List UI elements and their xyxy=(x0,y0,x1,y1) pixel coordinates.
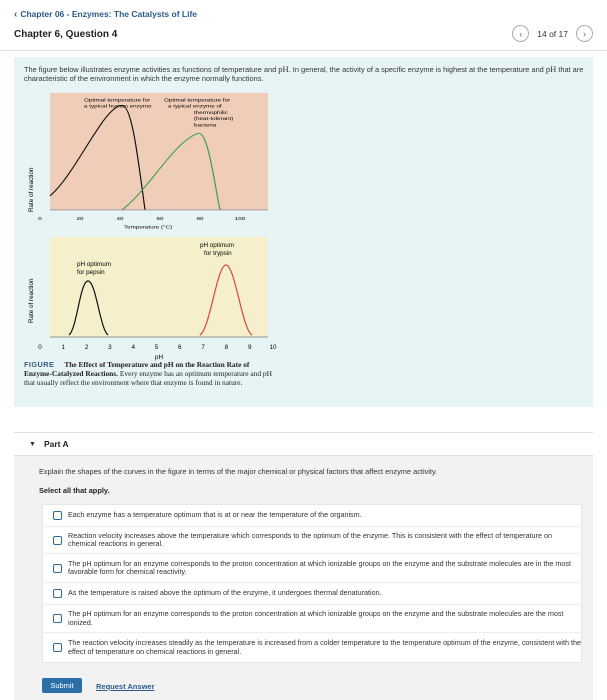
request-answer-link[interactable]: Request Answer xyxy=(96,682,155,691)
temperature-tick-label: 40 xyxy=(116,216,124,222)
header-divider xyxy=(0,50,607,51)
submit-button[interactable]: Submit xyxy=(42,678,82,693)
thermo-optimum-label-line1: Optimal temperature for xyxy=(163,97,231,104)
part-a-label: Part A xyxy=(43,439,69,449)
answer-option[interactable] xyxy=(43,554,581,583)
checkbox[interactable] xyxy=(53,536,62,545)
chevron-left-icon: ‹ xyxy=(519,28,523,39)
ph-chart-ylabel: Rate of reaction xyxy=(28,278,35,323)
ph-tick-label: 3 xyxy=(108,344,112,351)
ph-tick-label: 6 xyxy=(178,344,182,351)
previous-question-button[interactable] xyxy=(512,25,529,42)
human-optimum-label-line1: Optimal temperature for xyxy=(83,97,151,104)
question-counter: 14 of 17 xyxy=(537,28,568,39)
figure-caption-body: Every enzyme has an optimum temperature and pH that usually reflect the environment where that enzyme is found in nature. xyxy=(24,368,272,387)
part-a-body xyxy=(14,456,593,700)
ph-tick-label: 0 xyxy=(38,344,42,351)
next-question-button[interactable] xyxy=(576,25,593,42)
back-link-label: Chapter 06 - Enzymes: The Catalysts of Life xyxy=(20,9,198,19)
answer-option[interactable] xyxy=(43,527,581,554)
temperature-tick-label: 20 xyxy=(76,216,84,222)
option-text: As the temperature is raised above the optimum of the enzyme, it undergoes thermal denaturation. xyxy=(68,588,382,598)
thermo-optimum-label-line5: bacteria xyxy=(194,122,217,129)
ph-tick-labels xyxy=(38,344,277,351)
option-text: The reaction velocity increases steadily as the temperature is increased from a colder temperature to the temperature optimum of the enzyme, consistent with the effect of temperature on chemical reactions in general. xyxy=(68,638,581,656)
trypsin-optimum-label-line2: for trypsin xyxy=(204,250,232,257)
ph-chart-xlabel: pH xyxy=(155,354,164,361)
chevron-right-icon: › xyxy=(583,28,586,39)
ph-tick-label: 7 xyxy=(201,344,205,351)
question-pager xyxy=(512,25,593,42)
temperature-tick-labels xyxy=(38,217,245,222)
enzyme-activity-figure xyxy=(14,57,593,361)
answer-option[interactable] xyxy=(43,583,581,605)
temperature-chart-background xyxy=(50,93,268,210)
trypsin-optimum-label-line1: pH optimum xyxy=(200,242,234,249)
part-a-toggle[interactable] xyxy=(14,432,593,456)
temperature-tick-label: 100 xyxy=(234,216,246,222)
ph-tick-label: 10 xyxy=(269,344,277,351)
checkbox[interactable] xyxy=(53,511,62,520)
option-text: Reaction velocity increases above the temperature which corresponds to the optimum of the enzyme. This is consistent with the effect of temperature on chemical reactions in general. xyxy=(68,530,552,548)
pepsin-optimum-label-line2: for pepsin xyxy=(77,269,105,276)
temperature-tick-label: 60 xyxy=(156,216,164,222)
option-text: Each enzyme has a temperature optimum that is at or near the temperature of the organism. xyxy=(68,510,362,520)
checkbox[interactable] xyxy=(53,614,62,623)
pepsin-optimum-label-line1: pH optimum xyxy=(77,261,111,268)
ph-tick-label: 5 xyxy=(154,344,159,351)
answer-option[interactable] xyxy=(43,605,581,633)
ph-tick-label: 8 xyxy=(224,344,229,351)
ph-chart xyxy=(38,237,277,361)
question-title: Chapter 6, Question 4 xyxy=(14,29,118,40)
thermo-optimum-label-line4: (heat-tolerant) xyxy=(194,116,234,122)
temperature-chart-ylabel: Rate of reaction xyxy=(28,167,35,212)
select-all-instruction: Select all that apply. xyxy=(39,486,110,495)
back-to-chapter-link[interactable] xyxy=(14,9,197,20)
temperature-tick-label: 80 xyxy=(196,216,204,222)
thermo-optimum-label-line3: thermophilic xyxy=(194,110,228,116)
figure-caption xyxy=(24,361,272,387)
temperature-tick-label: 0 xyxy=(38,216,42,222)
intro-panel xyxy=(14,57,593,407)
ph-tick-label: 2 xyxy=(84,344,89,351)
figure-label: FIGURE xyxy=(24,360,55,369)
option-text: The pH optimum for an enzyme corresponds to the proton concentration at which ionizable groups on the enzyme and the substrate molecules are the most ionized. xyxy=(68,609,564,627)
ph-tick-label: 9 xyxy=(247,344,252,351)
answer-option[interactable] xyxy=(43,633,581,662)
answer-option[interactable] xyxy=(43,505,581,527)
chevron-left-icon: ‹ xyxy=(14,9,18,20)
temperature-chart xyxy=(38,93,268,230)
option-text: The pH optimum for an enzyme corresponds to the proton concentration at which ionizable groups on the enzyme and the substrate molecules are in the most favorable form for chemical reactivity. xyxy=(68,558,572,576)
checkbox[interactable] xyxy=(53,643,62,652)
figure-caption-title: The Effect of Temperature and pH on the Reaction Rate of Enzyme-Catalyzed Reactions. xyxy=(24,360,250,378)
temperature-chart-xlabel: Temperature (°C) xyxy=(123,225,173,231)
ph-tick-label: 1 xyxy=(61,344,66,351)
checkbox[interactable] xyxy=(53,589,62,598)
intro-text: The figure below illustrates enzyme activities as functions of temperature and pH. In general, the activity of a specific enzyme is highest at the temperature and pH that are characteristic of the environment in which the enzyme normally functions. xyxy=(24,64,584,83)
checkbox[interactable] xyxy=(53,564,62,573)
question-prompt: Explain the shapes of the curves in the figure in terms of the major chemical or physical factors that affect enzyme activity. xyxy=(39,467,438,476)
collapse-triangle-icon: ▼ xyxy=(29,440,36,448)
answer-options xyxy=(42,504,582,663)
thermo-optimum-label-line2: a typical enzyme of xyxy=(168,104,222,110)
ph-tick-label: 4 xyxy=(131,344,135,351)
human-optimum-label-line2: a typical human enzyme xyxy=(83,104,152,110)
